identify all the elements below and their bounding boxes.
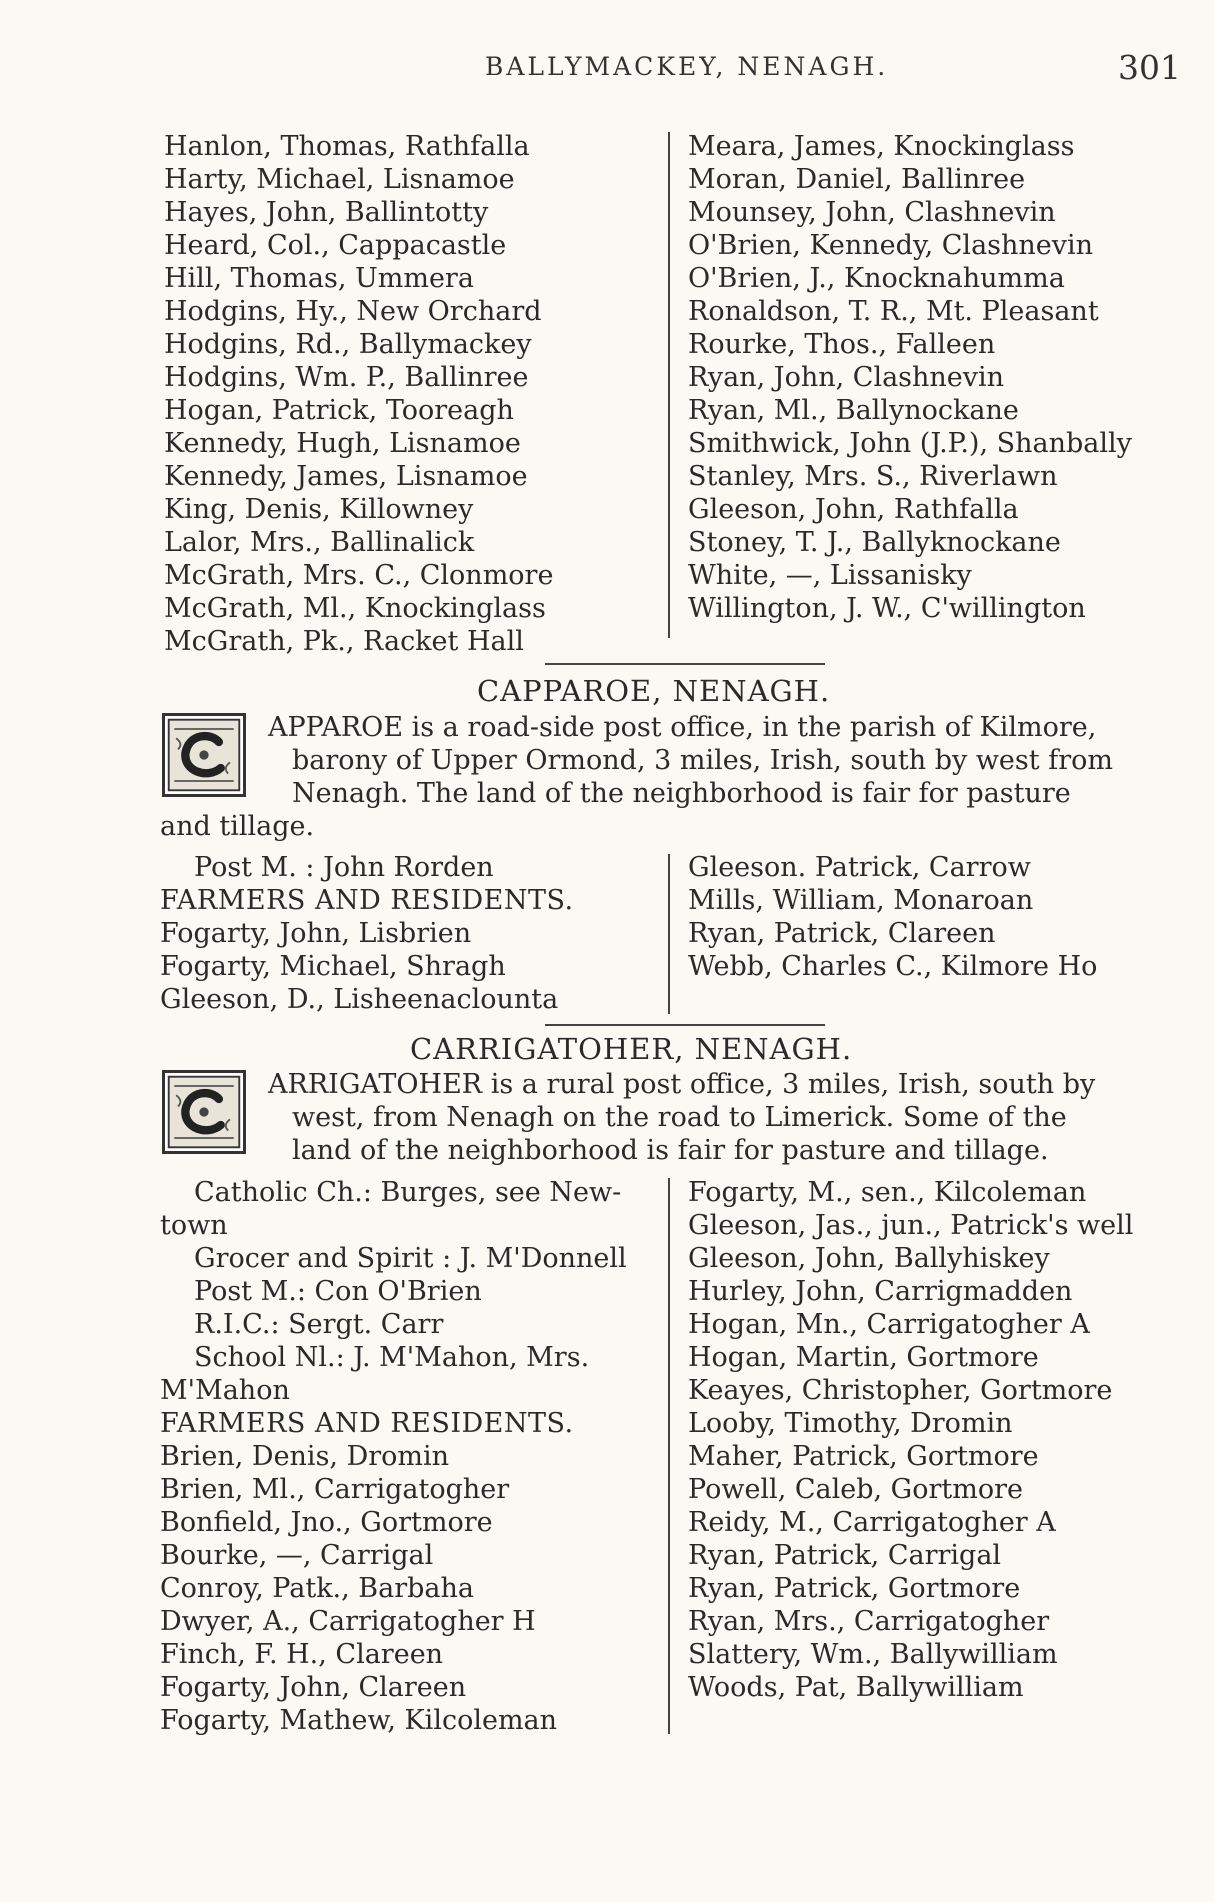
list-item: Bonfield, Jno., Gortmore: [160, 1507, 493, 1538]
list-item: Catholic Ch.: Burges, see New-: [194, 1177, 622, 1208]
list-item: R.I.C.: Sergt. Carr: [194, 1309, 444, 1340]
list-item: Bourke, —, Carrigal: [160, 1540, 434, 1571]
list-item: Fogarty, Michael, Shragh: [160, 951, 506, 982]
list-item: Lalor, Mrs., Ballinalick: [164, 527, 475, 558]
list-item: Maher, Patrick, Gortmore: [688, 1441, 1039, 1472]
list-item: Harty, Michael, Lisnamoe: [164, 164, 515, 195]
list-item: Hodgins, Hy., New Orchard: [164, 296, 542, 327]
list-item: Keayes, Christopher, Gortmore: [688, 1375, 1113, 1406]
carrigatoher-intro-line-1: ARRIGATOHER is a rural post office, 3 miles, Irish, south by: [268, 1069, 1096, 1100]
capparoe-right-list: [688, 851, 1097, 983]
list-item: Brien, Ml., Carrigatogher: [160, 1474, 510, 1505]
list-item: Rourke, Thos., Falleen: [688, 329, 996, 360]
list-item: Brien, Denis, Dromin: [160, 1441, 450, 1472]
ballymackey-right-list: [688, 130, 1132, 625]
list-item: Mills, William, Monaroan: [688, 885, 1034, 916]
list-item: Fogarty, Mathew, Kilcoleman: [160, 1705, 558, 1736]
capparoe-intro-line-3: Nenagh. The land of the neighborhood is fair for pasture: [292, 778, 1071, 809]
section-heading-capparoe: CAPPAROE, NENAGH.: [477, 674, 831, 708]
list-item: Hodgins, Wm. P., Ballinree: [164, 362, 529, 393]
list-item: McGrath, Ml., Knockinglass: [164, 593, 546, 624]
list-item: Kennedy, Hugh, Lisnamoe: [164, 428, 521, 459]
column-divider: [668, 854, 670, 1014]
list-item: Hanlon, Thomas, Rathfalla: [164, 131, 530, 162]
list-item: Hayes, John, Ballintotty: [164, 197, 489, 228]
page-number: 301: [1118, 48, 1181, 87]
capparoe-intro-line-1: APPAROE is a road-side post office, in the parish of Kilmore,: [268, 712, 1097, 743]
list-item: Willington, J. W., C'willington: [688, 593, 1086, 624]
list-item: Hill, Thomas, Ummera: [164, 263, 474, 294]
list-item: McGrath, Pk., Racket Hall: [164, 626, 524, 657]
list-item: Heard, Col., Cappacastle: [164, 230, 507, 261]
farmers-heading: FARMERS AND RESIDENTS.: [160, 1408, 574, 1439]
list-item: Moran, Daniel, Ballinree: [688, 164, 1026, 195]
carrigatoher-intro-line-2: west, from Nenagh on the road to Limerick. Some of the: [292, 1102, 1067, 1133]
list-item: Gleeson, John, Rathfalla: [688, 494, 1019, 525]
carrigatoher-intro-line-3: land of the neighborhood is fair for pasture and tillage.: [292, 1135, 1049, 1166]
list-item: Conroy, Patk., Barbaha: [160, 1573, 475, 1604]
list-item: O'Brien, J., Knocknahumma: [688, 263, 1065, 294]
list-item: Hogan, Patrick, Tooreagh: [164, 395, 514, 426]
list-item: Ryan, John, Clashnevin: [688, 362, 1005, 393]
list-item: Gleeson. Patrick, Carrow: [688, 852, 1031, 883]
column-divider: [668, 1178, 670, 1734]
carrigatoher-right-list: [688, 1176, 1133, 1704]
list-item: Meara, James, Knockinglass: [688, 131, 1075, 162]
list-item: Finch, F. H., Clareen: [160, 1639, 444, 1670]
list-item: Ryan, Patrick, Carrigal: [688, 1540, 1002, 1571]
list-item: Ryan, Patrick, Clareen: [688, 918, 996, 949]
list-item: Smithwick, John (J.P.), Shanbally: [688, 428, 1132, 459]
postmaster-entry: Post M.: Con O'Brien: [194, 1276, 482, 1307]
list-item: Hogan, Mn., Carrigatogher A: [688, 1309, 1090, 1340]
list-item: Looby, Timothy, Dromin: [688, 1408, 1013, 1439]
section-heading-carrigatoher: CARRIGATOHER, NENAGH.: [410, 1032, 853, 1066]
ornament-c-icon: [165, 716, 243, 794]
list-item: Dwyer, A., Carrigatogher H: [160, 1606, 536, 1637]
section-rule: [545, 1024, 825, 1026]
list-item: M'Mahon: [160, 1375, 290, 1406]
section-rule: [545, 663, 825, 665]
list-item: Woods, Pat, Ballywilliam: [688, 1672, 1024, 1703]
list-item: Fogarty, M., sen., Kilcoleman: [688, 1177, 1087, 1208]
list-item: School Nl.: J. M'Mahon, Mrs.: [194, 1342, 590, 1373]
list-item: McGrath, Mrs. C., Clonmore: [164, 560, 554, 591]
decorated-initial-c: [162, 1070, 246, 1154]
list-item: Mounsey, John, Clashnevin: [688, 197, 1056, 228]
capparoe-left-list: [160, 851, 574, 1016]
list-item: Hodgins, Rd., Ballymackey: [164, 329, 532, 360]
list-item: Gleeson, John, Ballyhiskey: [688, 1243, 1050, 1274]
capparoe-intro-line-2: barony of Upper Ormond, 3 miles, Irish, south by west from: [292, 745, 1113, 776]
list-item: Gleeson, D., Lisheenaclounta: [160, 984, 559, 1015]
list-item: King, Denis, Killowney: [164, 494, 474, 525]
list-item: Hogan, Martin, Gortmore: [688, 1342, 1039, 1373]
list-item: Ryan, Ml., Ballynockane: [688, 395, 1019, 426]
list-item: Stanley, Mrs. S., Riverlawn: [688, 461, 1058, 492]
list-item: Webb, Charles C., Kilmore Ho: [688, 951, 1098, 982]
list-item: Ryan, Patrick, Gortmore: [688, 1573, 1021, 1604]
list-item: Ryan, Mrs., Carrigatogher: [688, 1606, 1050, 1637]
ballymackey-left-list: [164, 130, 553, 658]
carrigatoher-left-list: [160, 1176, 627, 1737]
decorated-initial-c: [162, 713, 246, 797]
column-divider: [668, 132, 670, 638]
list-item: Ronaldson, T. R., Mt. Pleasant: [688, 296, 1099, 327]
capparoe-intro-line-4: and tillage.: [160, 811, 315, 842]
list-item: Kennedy, James, Lisnamoe: [164, 461, 528, 492]
ornament-c-icon: [165, 1073, 243, 1151]
running-title: BALLYMACKEY, NENAGH.: [485, 52, 889, 81]
farmers-heading: FARMERS AND RESIDENTS.: [160, 885, 574, 916]
list-item: O'Brien, Kennedy, Clashnevin: [688, 230, 1094, 261]
list-item: town: [160, 1210, 228, 1241]
list-item: Grocer and Spirit : J. M'Donnell: [194, 1243, 627, 1274]
list-item: Fogarty, John, Clareen: [160, 1672, 467, 1703]
list-item: Gleeson, Jas., jun., Patrick's well: [688, 1210, 1134, 1241]
list-item: Stoney, T. J., Ballyknockane: [688, 527, 1061, 558]
list-item: Powell, Caleb, Gortmore: [688, 1474, 1023, 1505]
postmaster-entry: Post M. : John Rorden: [194, 852, 494, 883]
list-item: Hurley, John, Carrigmadden: [688, 1276, 1073, 1307]
list-item: Reidy, M., Carrigatogher A: [688, 1507, 1056, 1538]
list-item: Fogarty, John, Lisbrien: [160, 918, 472, 949]
running-head: [0, 48, 1214, 88]
list-item: White, —, Lissanisky: [688, 560, 972, 591]
list-item: Slattery, Wm., Ballywilliam: [688, 1639, 1058, 1670]
